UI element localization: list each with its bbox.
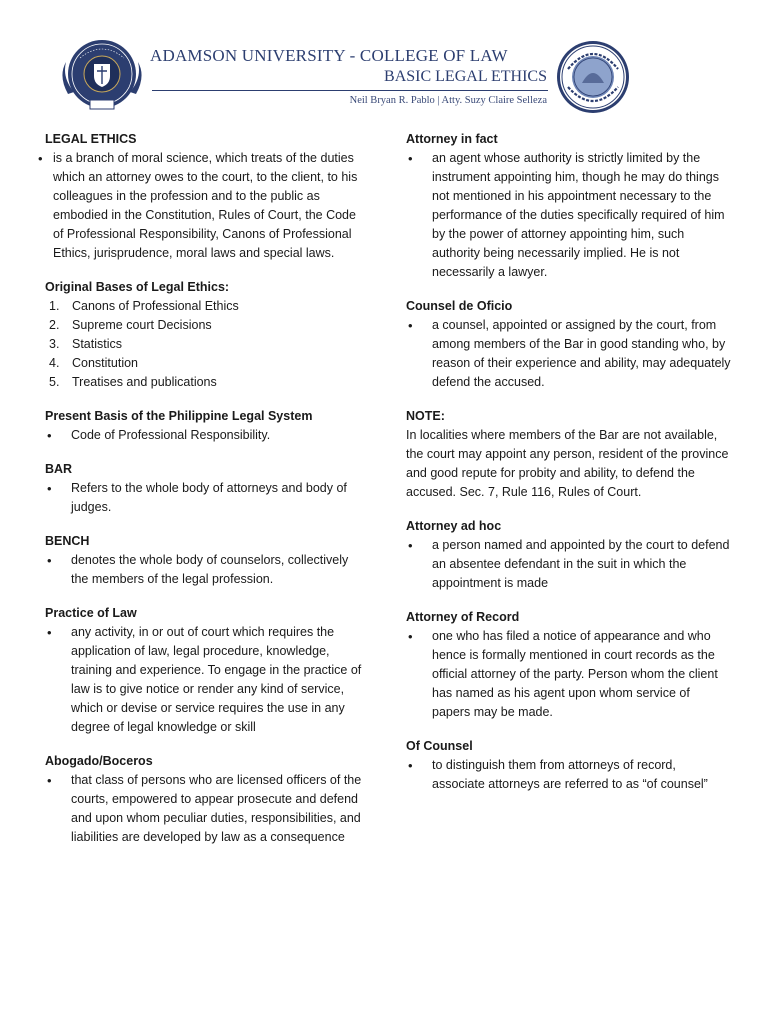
list-item-text: to distinguish them from attorneys of record, associate attorneys are referred to as “of counsel” (432, 758, 708, 791)
list-item-text: Constitution (72, 356, 139, 370)
list-item-text: one who has filed a notice of appearance and who hence is formally mentioned in court records as the official attorney of the party. Person whom the client has named as his agent upon whom service of papers may be made. (432, 629, 718, 719)
list-number: 4. (49, 356, 60, 370)
bullet-icon: • (47, 773, 52, 788)
section-heading: NOTE: (406, 409, 445, 423)
list-item (36, 354, 366, 373)
numbered-list (36, 297, 366, 392)
list-item (397, 627, 731, 722)
section-heading: Attorney ad hoc (406, 519, 502, 533)
list-item-text: Canons of Professional Ethics (72, 299, 239, 313)
bullet-icon: • (38, 151, 43, 166)
section-of-counsel (397, 737, 731, 794)
list-item (36, 426, 366, 445)
bullet-list (397, 149, 731, 282)
bullet-icon: • (408, 758, 413, 773)
list-item-text: that class of persons who are licensed officers of the courts, empowered to appear prosecute and defend and upon whom peculiar duties, responsibilities, and liabilities are developed by law as a consequence (71, 773, 362, 844)
document-header (0, 0, 768, 120)
list-item-text: is a branch of moral science, which treats of the duties which an attorney owes to the court, to the client, to his colleagues in the profession and to the public as embodied in the Constitution, Rules of Court, the Code of Professional Responsibility, Canons of Professional Ethics, jurisprudence, moral laws and special laws. (53, 151, 358, 260)
authors-line: Neil Bryan R. Pablo | Atty. Suzy Claire Selleza (349, 95, 547, 106)
college-of-law-seal-icon (60, 32, 144, 114)
university-title: ADAMSON UNIVERSITY - COLLEGE OF LAW (150, 46, 508, 65)
bullet-list (36, 771, 366, 847)
list-item-text: a counsel, appointed or assigned by the court, from among members of the Bar in good standing who, by reason of their experience and ability, may adequately defend the accused. (432, 318, 731, 389)
section-heading: Attorney of Record (406, 610, 520, 624)
list-item (397, 316, 731, 392)
list-item-text: denotes the whole body of counselors, collectively the members of the legal profession. (71, 553, 349, 586)
bullet-icon: • (47, 428, 52, 443)
list-item (36, 623, 366, 737)
header-divider (152, 90, 548, 91)
bullet-icon: • (408, 629, 413, 644)
right-column (397, 130, 731, 809)
bullet-icon: • (47, 553, 52, 568)
list-item-text: Code of Professional Responsibility. (71, 428, 271, 442)
section-heading: Abogado/Boceros (45, 754, 153, 768)
section-heading: BENCH (45, 534, 90, 548)
list-item-text: Statistics (72, 337, 123, 351)
section-heading: Attorney in fact (406, 132, 498, 146)
list-item-text: Refers to the whole body of attorneys and body of judges. (71, 481, 347, 514)
list-item (36, 479, 366, 517)
list-number: 2. (49, 318, 60, 332)
bullet-icon: • (408, 538, 413, 553)
section-heading: Counsel de Oficio (406, 299, 513, 313)
list-item (36, 149, 366, 263)
list-item-text: Treatises and publications (72, 375, 217, 389)
section-original-bases-of-legal-ethics (36, 278, 366, 392)
section-heading: BAR (45, 462, 73, 476)
bullet-list (36, 551, 366, 589)
list-item-text: any activity, in or out of court which requires the application of law, legal procedure, knowledge, training and experience. To engage in the practice of law is to give notice or render any kind of service, which or devise or service requires the use in any degree of legal knowledge or skill (71, 625, 362, 734)
list-item (36, 771, 366, 847)
list-item (397, 536, 731, 593)
list-item-text: a person named and appointed by the court to defend an absentee defendant in the suit in which the appointment is made (432, 538, 730, 590)
section-counsel-de-oficio (397, 297, 731, 392)
section-heading: Of Counsel (406, 739, 473, 753)
note-paragraph: In localities where members of the Bar are not available, the court may appoint any person, resident of the province and good repute for probity and ability, to defend the accused. Sec. 7, Rule 116, Rules of Court. (406, 428, 729, 499)
course-title: BASIC LEGAL ETHICS (384, 68, 547, 85)
bullet-list (36, 623, 366, 737)
section-legal-ethics (36, 130, 366, 263)
bullet-icon: • (47, 625, 52, 640)
bullet-list (36, 426, 366, 445)
bullet-icon: • (408, 151, 413, 166)
bullet-list (397, 316, 731, 392)
section-attorney-ad-hoc (397, 517, 731, 593)
list-item (36, 551, 366, 589)
list-item-text: an agent whose authority is strictly limited by the instrument appointing him, though he may do things not mentioned in his appointment necessary to the performance of the duties specifically required of him by the power of attorney appointing him, such authority being necessarily implied. He is not necessarily a lawyer. (432, 151, 725, 279)
bullet-list (397, 536, 731, 593)
section-heading: Original Bases of Legal Ethics: (45, 280, 230, 294)
section-heading: Practice of Law (45, 606, 137, 620)
bullet-list (36, 149, 366, 263)
section-attorney-of-record (397, 608, 731, 722)
list-number: 5. (49, 375, 60, 389)
bullet-list (397, 627, 731, 722)
list-item (397, 756, 731, 794)
section-present-basis-of-the-philippine-legal-system (36, 407, 366, 445)
section-attorney-in-fact (397, 130, 731, 282)
section-bar (36, 460, 366, 517)
section-heading: Present Basis of the Philippine Legal System (45, 409, 313, 423)
bullet-icon: • (408, 318, 413, 333)
bullet-icon: • (47, 481, 52, 496)
section-practice-of-law (36, 604, 366, 737)
list-number: 1. (49, 299, 60, 313)
list-item (36, 335, 366, 354)
section-note (397, 407, 731, 502)
bullet-list (36, 479, 366, 517)
section-bench (36, 532, 366, 589)
list-number: 3. (49, 337, 60, 351)
list-item-text: Supreme court Decisions (72, 318, 212, 332)
list-item (36, 297, 366, 316)
list-item (36, 316, 366, 335)
left-column (36, 130, 366, 862)
section-heading: LEGAL ETHICS (45, 132, 137, 146)
bullet-list (397, 756, 731, 794)
section-abogado-boceros (36, 752, 366, 847)
list-item (36, 373, 366, 392)
university-seal-icon (556, 39, 630, 115)
list-item (397, 149, 731, 282)
